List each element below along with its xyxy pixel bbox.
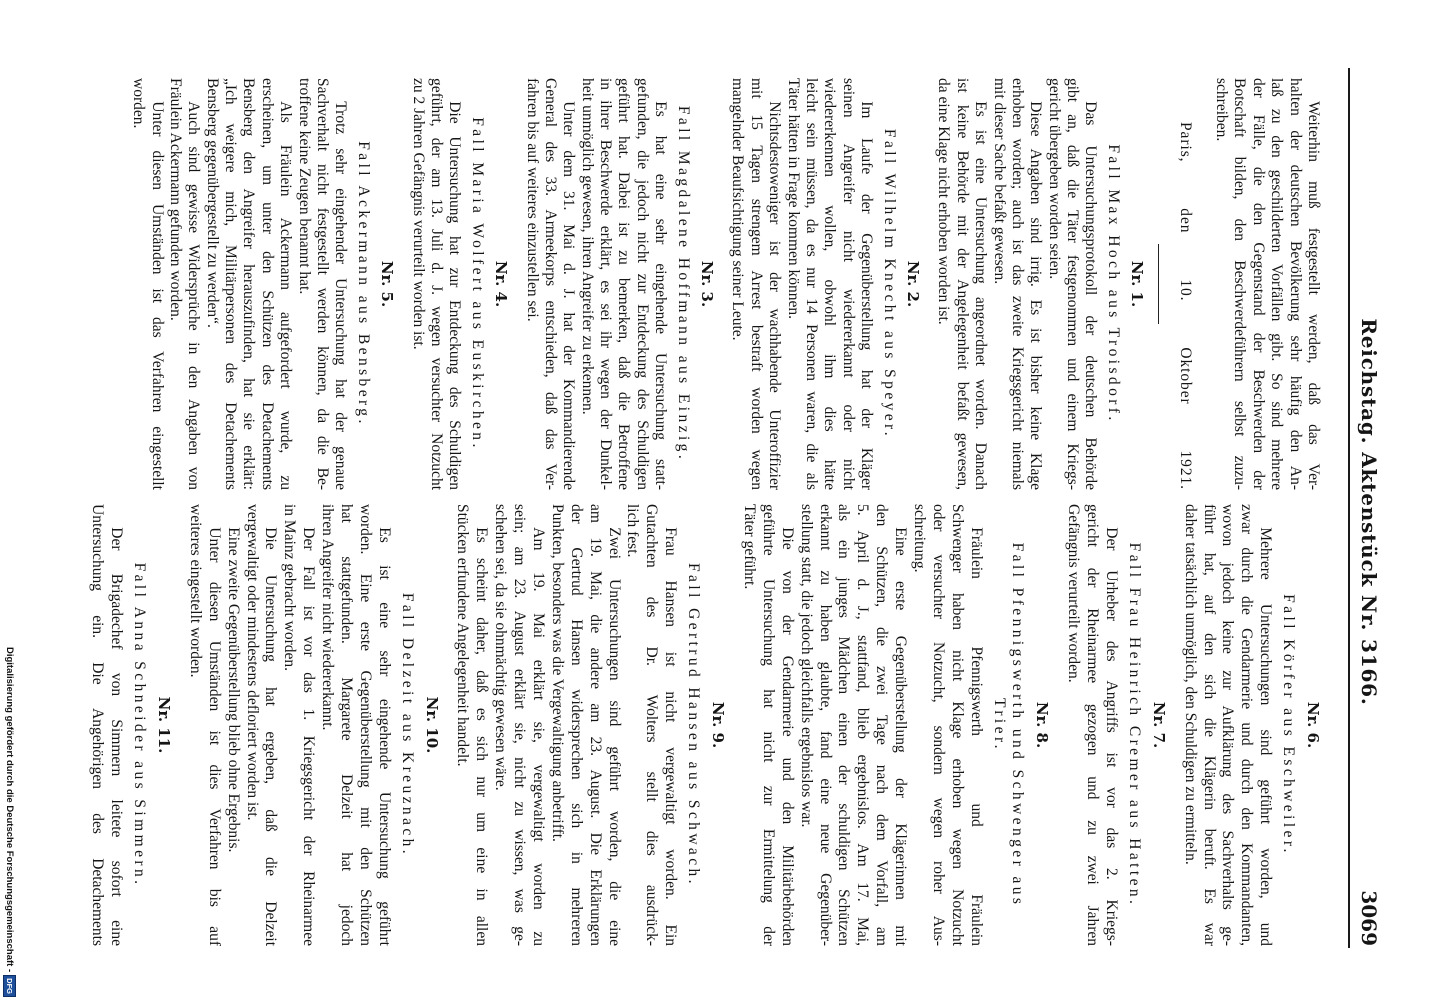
text-line: oder versuchter Notzucht, sondern wegen roher Aus-	[929, 504, 947, 946]
text-line: Weiterhin muß festgestellt werden, daß das Ver-	[1305, 101, 1322, 490]
paragraph	[453, 504, 491, 946]
text-line: gefunden, die jedoch nicht zur Entdeckung des Schuldigen	[633, 78, 651, 490]
text-line: den Schützen, die zwei Tage nach dem Vorfall, am	[873, 504, 891, 946]
paragraph	[796, 504, 909, 946]
text-line: Es scheint daher, daß es sich nur um eine in allen	[473, 527, 491, 946]
page-header	[1356, 78, 1382, 946]
case-number: Nr. 6.	[1304, 701, 1322, 749]
case-number: Nr. 4.	[492, 260, 511, 308]
text-line: halten der deutschen Bevölkerung sehr häufig den An-	[1286, 78, 1304, 490]
text-line: Zwei Untersuchungen sind geführt worden, die eine	[605, 527, 623, 946]
text-line: der Gertrud Hansen widersprechen sich in mehreren	[567, 504, 585, 946]
paragraph	[279, 504, 317, 946]
case-section	[87, 504, 173, 946]
paragraph	[223, 504, 242, 946]
text-line: in Mainz gebracht worden.	[281, 504, 299, 671]
case-number: Nr. 11.	[155, 696, 174, 754]
case-title	[683, 504, 702, 946]
text-line: mit dieser Sache befaßt gewesen.	[990, 78, 1008, 285]
text-line: Die Untersuchung hat zur Entdeckung des Schuldigen	[446, 101, 464, 490]
case-section	[185, 504, 441, 946]
text-line: ihren Angreifer nicht wiedererkannt.	[319, 504, 337, 731]
case-number: Nr. 1.	[1128, 260, 1147, 308]
text-line: der Fälle, die den Gegenstand der Beschwerden der	[1249, 78, 1267, 490]
paragraph	[739, 504, 796, 946]
text-line: Fräulein Pfennigswerth und Fräulein	[967, 527, 985, 946]
credit-text: Digitalisierung gefördert durch die Deutsche Forschungsgemeinschaft -	[3, 646, 15, 973]
text-line: Auch sind gewisse Widersprüche in den Angaben von	[185, 101, 203, 490]
case-title-line: Fall Gertrud Hansen aus Schwach.	[685, 563, 703, 887]
text-line: Eine zweite Gegenüberstellung blieb ohne Ergebnis.	[224, 527, 242, 853]
text-line: Frau Hansen ist nicht vergewaltigt worden. Ein	[662, 527, 680, 946]
text-line: Gefängnis verurteilt worden.	[1065, 504, 1083, 683]
case-section	[453, 504, 727, 946]
text-line: Mehrere Untersuchungen sind geführt worden, und	[1257, 527, 1275, 946]
case-section	[934, 78, 1146, 490]
left-column	[129, 78, 1322, 490]
paragraph	[577, 78, 669, 490]
case-title	[353, 78, 371, 490]
text-line: Bensberg gegenübergestellt zu werden“.	[203, 78, 221, 328]
text-line: seinen Angreifer nicht wiedererkannt oder nicht	[839, 78, 857, 490]
text-line: Unter diesen Umständen ist dies Verfahren bis auf	[205, 527, 223, 946]
text-line: laß zu den geschilderten Vorfällen gibt. So sind mehrere	[1268, 78, 1286, 490]
text-line: Eine erste Gegenüberstellung der Klägerinnen mit	[892, 527, 910, 946]
page-number: 3069	[1357, 890, 1381, 946]
text-line: Sachverhalt nicht festgestellt werden können, da die Be-	[314, 78, 332, 490]
case-title	[673, 78, 691, 490]
text-line: fahren bis auf weiteres einzustellen sei.	[523, 78, 541, 322]
text-line: Botschaft bilden, den Beschwerdeführern selbst zuzu-	[1231, 78, 1249, 490]
text-line: worden. Eine erste Gegenüberstellung mit den Schützen	[356, 504, 374, 946]
case-title-line: Fall Pfennigswerth und Schwenger aus	[1009, 542, 1027, 908]
text-line: Es ist eine sehr eingehende Untersuchung geführt	[375, 527, 393, 946]
text-line: schehen sei, da sie ohnmächtig gewesen wäre.	[492, 504, 510, 791]
case-title	[879, 78, 897, 490]
text-line: Am 19. Mai erklärt sie, vergewaltigt worden zu	[530, 527, 548, 946]
case-title	[1278, 504, 1297, 946]
text-line: Schwenger haben nicht Klage erhoben wegen Notzucht	[948, 504, 966, 946]
case-title	[397, 504, 416, 946]
right-column	[87, 504, 1322, 946]
text-line: „Ich weigere mich, Militärpersonen des Detachements	[222, 78, 240, 490]
case-title-line: Fall Delzeit aus Kreuznach.	[398, 592, 416, 858]
dfg-logo: DFG	[3, 975, 16, 997]
text-line: schreiben.	[1213, 78, 1231, 142]
text-line: erhoben worden; auch ist das zweite Kriegsgericht niemals	[1008, 78, 1026, 490]
text-line: Der Fall ist vor das 1. Kriegsgericht der Rheinarmee	[300, 527, 318, 946]
dateline: Paris, den 10. Oktober 1921.	[1176, 122, 1194, 490]
text-line: sein; am 23. August erklärt sie, nicht zu wissen, was ge-	[511, 504, 529, 946]
paragraph	[490, 504, 547, 946]
text-line: Es hat eine sehr eingehende Untersuchung statt-	[652, 101, 670, 490]
text-line: Es ist eine Untersuchung angeordnet worden. Danach	[972, 101, 990, 490]
text-line: heit unmöglich gewesen, ihren Angreifer zu erkennen.	[578, 78, 596, 415]
paragraph	[728, 78, 783, 490]
case-title-line: Fall Max Hoch aus Troisdorf.	[1104, 144, 1122, 424]
text-line: geführte Untersuchung hat nicht zur Ermittelung der	[759, 504, 777, 946]
text-line: daher tatsächlich unmöglich, den Schuldigen zu ermitteln.	[1181, 504, 1199, 865]
text-line: weiteres eingestellt worden.	[186, 504, 204, 678]
paragraph	[317, 504, 393, 946]
text-line: Diese Angaben sind irrig. Es ist bisher keine Klage	[1027, 101, 1045, 490]
text-line: schreitung.	[910, 504, 928, 573]
case-title-line: Fall Ackermann aus Bensberg.	[354, 141, 372, 427]
paragraph	[202, 78, 294, 490]
paragraph	[934, 78, 989, 490]
case-number: Nr. 9.	[709, 701, 728, 749]
case-number: Nr. 3.	[698, 260, 717, 308]
text-line: Bensberg den Angreifer herauszufinden, hat sie erklärt:	[240, 78, 258, 490]
text-line: wiedererkennen wollen, obwohl ihm dies hätte	[821, 78, 839, 490]
text-line: Täter geführt.	[740, 504, 758, 590]
paragraph	[1063, 504, 1120, 946]
case-section	[728, 78, 922, 490]
text-line: geführt hat. Dabei ist zu bemerken, daß die Betroffene	[615, 78, 633, 490]
case-section	[408, 78, 510, 490]
case-section	[1180, 504, 1322, 946]
intro-paragraph	[1212, 78, 1322, 490]
paragraph	[1180, 504, 1274, 946]
text-line: stellung statt, die jedoch gleichfalls ergebnislos war.	[797, 504, 815, 828]
text-line: Im Laufe der Gegenüberstellung hat der Kläger	[858, 101, 876, 490]
text-line: troffene keine Zeugen benannt hat.	[295, 78, 313, 295]
text-line: Nichtsdestoweniger ist der wachhabende Unteroffizier	[766, 101, 784, 490]
case-number: Nr. 7.	[1149, 701, 1168, 749]
text-line: erscheinen, um unter den Schützen des Detachements	[258, 78, 276, 490]
paragraph	[294, 78, 349, 490]
text-line: Der Urheber des Angriffs ist vor das 2. Kriegs-	[1102, 527, 1120, 946]
text-line: am 19. Mai, die andere am 23. August. Die Erklärungen	[586, 504, 604, 946]
text-line: geführt, der am 13. Juli d. J. wegen versuchter Notzucht	[427, 78, 445, 490]
text-line: worden.	[130, 78, 148, 129]
paragraph	[909, 504, 985, 946]
case-title	[989, 504, 1027, 946]
text-line: ist keine Behörde mit der Angelegenheit befaßt gewesen,	[953, 78, 971, 490]
text-line: Trotz sehr eingehender Untersuchung hat der genaue	[332, 101, 350, 490]
case-title-line: Trier.	[990, 698, 1008, 752]
text-line: als ein junges Mädchen einen der schuldigen Schützen	[835, 504, 853, 946]
digitization-credit	[2, 647, 16, 997]
paragraph	[1044, 78, 1099, 490]
paragraph	[408, 78, 463, 490]
case-section	[129, 78, 396, 490]
paragraph	[185, 504, 223, 946]
case-title	[1103, 78, 1121, 490]
text-line: Die von der Gendarmerie und den Militärbehörden	[778, 527, 796, 946]
text-line: da eine Klage nicht erhoben worden ist.	[935, 78, 953, 325]
paragraph	[522, 78, 577, 490]
text-line: Punkten, besonders was die Vergewaltigung anbetrifft.	[548, 504, 566, 842]
text-line: 5. April d. J., stattfand, blieb ergebnislos. Am 17. Mai,	[854, 504, 872, 946]
text-line: Untersuchung ein. Die Angehörigen des Detachements	[89, 504, 107, 946]
text-line: Gutachten des Dr. Wolters stellt dies ausdrück-	[643, 504, 661, 946]
paragraph	[166, 78, 203, 490]
case-title-line: Fall Anna Schneider aus Simmern.	[131, 562, 149, 888]
text-line: mangelnder Beaufsichtigung seiner Leute.	[729, 78, 747, 341]
text-line: Der Brigadechef von Simmern leitete sofort eine	[108, 527, 126, 946]
case-title	[467, 78, 485, 490]
text-line: gericht übergeben worden seien.	[1045, 78, 1063, 280]
case-section	[739, 504, 1051, 946]
dateline-rule	[1158, 244, 1159, 324]
text-line: Unter diesen Umständen ist das Verfahren eingestellt	[148, 101, 166, 490]
case-title	[129, 504, 148, 946]
text-line: zu 2 Jahren Gefängnis verurteilt worden ist.	[409, 78, 427, 350]
case-number: Nr. 10.	[422, 696, 441, 754]
header-rule	[1348, 68, 1350, 948]
case-title-line: Fall Wilhelm Knecht aus Speyer.	[880, 128, 898, 440]
text-line: vergewaltigt oder mindestens defloriert worden ist.	[243, 504, 261, 821]
running-title: Reichstag. Aktenstück Nr. 3166.	[1357, 318, 1381, 706]
paragraph	[989, 78, 1044, 490]
text-line: Unter dem 31. Mai d. J. hat der Kommandierende	[560, 101, 578, 490]
text-line: lich fest.	[624, 504, 642, 558]
text-line: mit 15 Tagen strengem Arrest bestraft worden wegen	[747, 78, 765, 490]
case-title-line: Fall Maria Wolfert aus Euskirchen.	[468, 117, 486, 451]
paragraph	[87, 504, 125, 946]
case-title	[1124, 504, 1143, 946]
text-line: führt hat, auf den sich die Klägerin beruft. Es war	[1200, 504, 1218, 946]
text-line: General des 33. Armeekorps entschieden, daß das Ver-	[541, 78, 559, 490]
case-title-line: Fall Frau Heinrich Cremer aus Hatten.	[1125, 542, 1143, 908]
text-line: Täter hätten in Frage kommen können.	[784, 78, 802, 320]
text-line: Stücken erfundene Angelegenheit handelt.	[454, 504, 472, 767]
text-line: in ihrer Beschwerde erklärt, es sei ihr wegen der Dunkel-	[597, 78, 615, 490]
text-line: leicht sein müssen, da es nur 14 Personen waren, die als	[803, 78, 821, 490]
case-number: Nr. 5.	[378, 260, 397, 308]
text-line: wovon jedoch keine zur Aufklärung des Sachverhalts ge-	[1219, 504, 1237, 946]
text-line: Fräulein Ackermann gefunden worden.	[166, 78, 184, 321]
text-line: zwar durch die Gendarmerie und durch den Kommandanten,	[1238, 504, 1256, 946]
case-number: Nr. 8.	[1033, 701, 1052, 749]
paragraph	[783, 78, 875, 490]
text-line: Als Fräulein Ackermann aufgefordert wurde, zu	[277, 101, 295, 490]
case-section	[1063, 504, 1167, 946]
case-title-line: Fall Magdalene Hoffmann aus Einzig.	[674, 105, 692, 463]
case-number: Nr. 2.	[903, 260, 922, 308]
text-line: Das Untersuchungsprotokoll der deutschen Behörde	[1082, 101, 1100, 490]
text-line: gibt an, daß die Täter festgenommen und einem Kriegs-	[1064, 78, 1082, 490]
paragraph	[129, 78, 166, 490]
text-line: hat stattgefunden. Margarete Delzeit hat jedoch	[338, 504, 356, 946]
paragraph	[547, 504, 623, 946]
paragraph	[242, 504, 280, 946]
text-line: gericht der Rheinarmee gezogen und zu zwei Jahren	[1084, 504, 1102, 946]
text-line: Die Untersuchung hat ergeben, daß die Delzeit	[262, 527, 280, 946]
case-section	[522, 78, 716, 490]
text-line: erkannt zu haben glaubte, fand eine neue Gegenüber-	[816, 504, 834, 946]
paragraph	[623, 504, 680, 946]
case-title-line: Fall Körfer aus Eschweiler.	[1280, 594, 1298, 856]
